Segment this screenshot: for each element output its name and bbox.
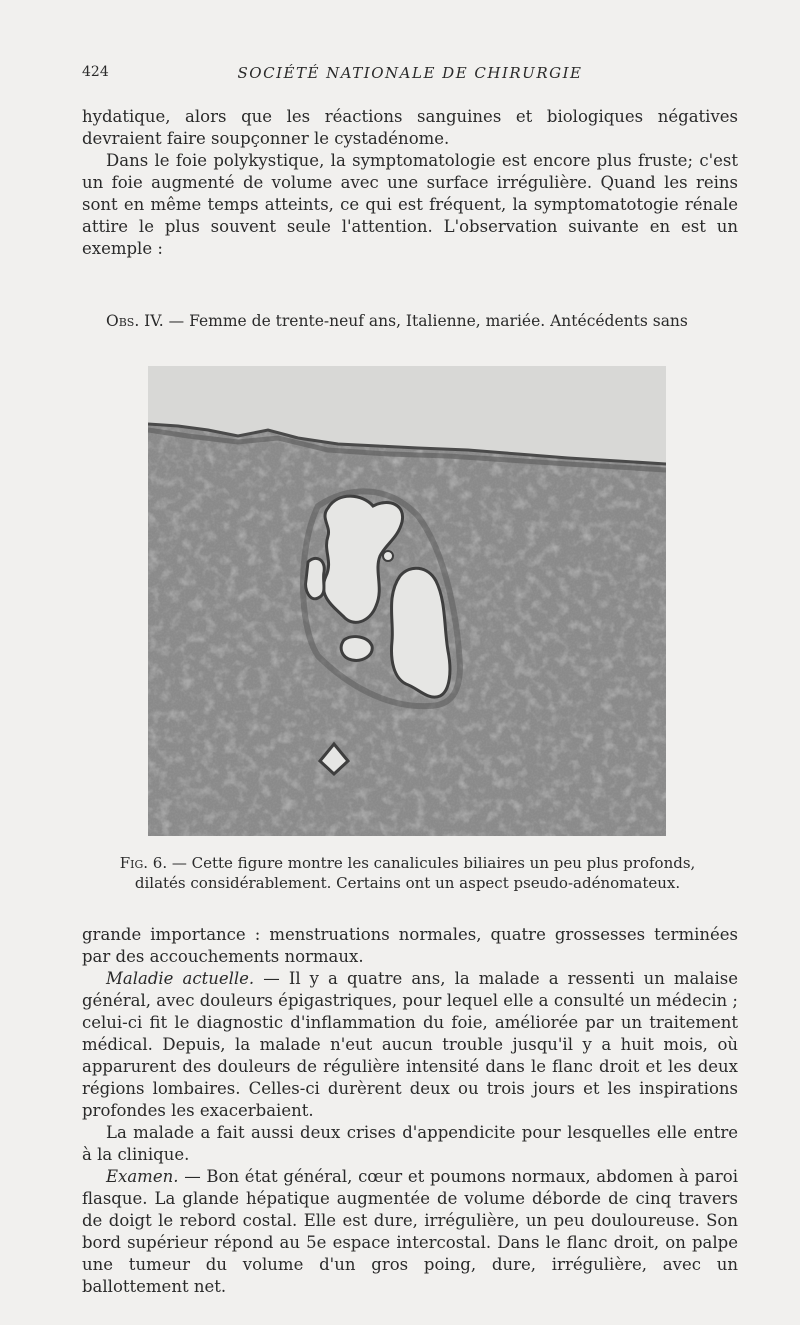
figure-label: Fig. 6. bbox=[119, 854, 168, 872]
running-head: SOCIÉTÉ NATIONALE DE CHIRURGIE bbox=[237, 64, 583, 82]
paragraph-continuation: hydatique, alors que les réactions sanguines et biologiques négatives devraient faire soupçonner le cystadénome. bbox=[82, 107, 738, 148]
observation-heading bbox=[82, 310, 738, 332]
paragraph-examen bbox=[82, 1166, 738, 1298]
maladie-actuelle-text: — Il y a quatre ans, la malade a ressenti un malaise général, avec douleurs épigastriques, pour lequel elle a consulté un médecin ; celui-ci fit le diagnostic d'inflammation du foie, améliorée par un traitement médical. Depuis, la malade n'eut aucun trouble jusqu'il y a huit mois, où apparurent des douleurs de régulière intensité dans le flanc droit et les deux régions lombaires. Celles-ci durèrent deux ou trois jours et les inspirations profondes les exacerbaient. bbox=[82, 969, 739, 1120]
maladie-actuelle-label: Maladie actuelle. bbox=[106, 969, 255, 988]
paragraph-appendicite: La malade a fait aussi deux crises d'appendicite pour lesquelles elle entre à la clinique. bbox=[82, 1123, 738, 1164]
histology-figure bbox=[148, 366, 666, 836]
paragraph-maladie-actuelle bbox=[82, 968, 738, 1122]
top-text-block bbox=[82, 106, 738, 260]
page-header bbox=[82, 62, 738, 86]
examen-text: — Bon état général, cœur et poumons normaux, abdomen à paroi flasque. La glande hépatique augmentée de volume déborde de cinq travers de doigt le rebord costal. Elle est dure, irrégulière, un peu douloureuse. Son bord supérieur répond au 5e espace intercostal. Dans le flanc droit, on palpe une tumeur du volume d'un gros poing, dure, irrégulière, avec un ballottement net. bbox=[82, 1167, 738, 1296]
bottom-text-block bbox=[82, 924, 738, 1298]
paragraph-antecedents: grande importance : menstruations normales, quatre grossesses terminées par des accouchements normaux. bbox=[82, 925, 738, 966]
observation-label: Obs. IV. bbox=[106, 312, 164, 330]
observation-text: — Femme de trente-neuf ans, Italienne, mariée. Antécédents sans bbox=[163, 312, 688, 330]
examen-label: Examen. bbox=[106, 1167, 179, 1186]
figure-caption bbox=[105, 853, 710, 893]
figure-caption-text: — Cette figure montre les canalicules biliaires un peu plus profonds, dilatés considérablement. Certains ont un aspect pseudo-adénomateux. bbox=[134, 854, 696, 892]
page-number: 424 bbox=[82, 64, 109, 80]
paragraph-polykystique: Dans le foie polykystique, la symptomatologie est encore plus fruste; c'est un foie augmenté de volume avec une surface irrégulière. Quand les reins sont en même temps atteints, ce qui est fréquent, la symptomatotogie rénale attire le plus souvent seule l'attention. L'observation suivante en est un exemple : bbox=[82, 151, 738, 258]
